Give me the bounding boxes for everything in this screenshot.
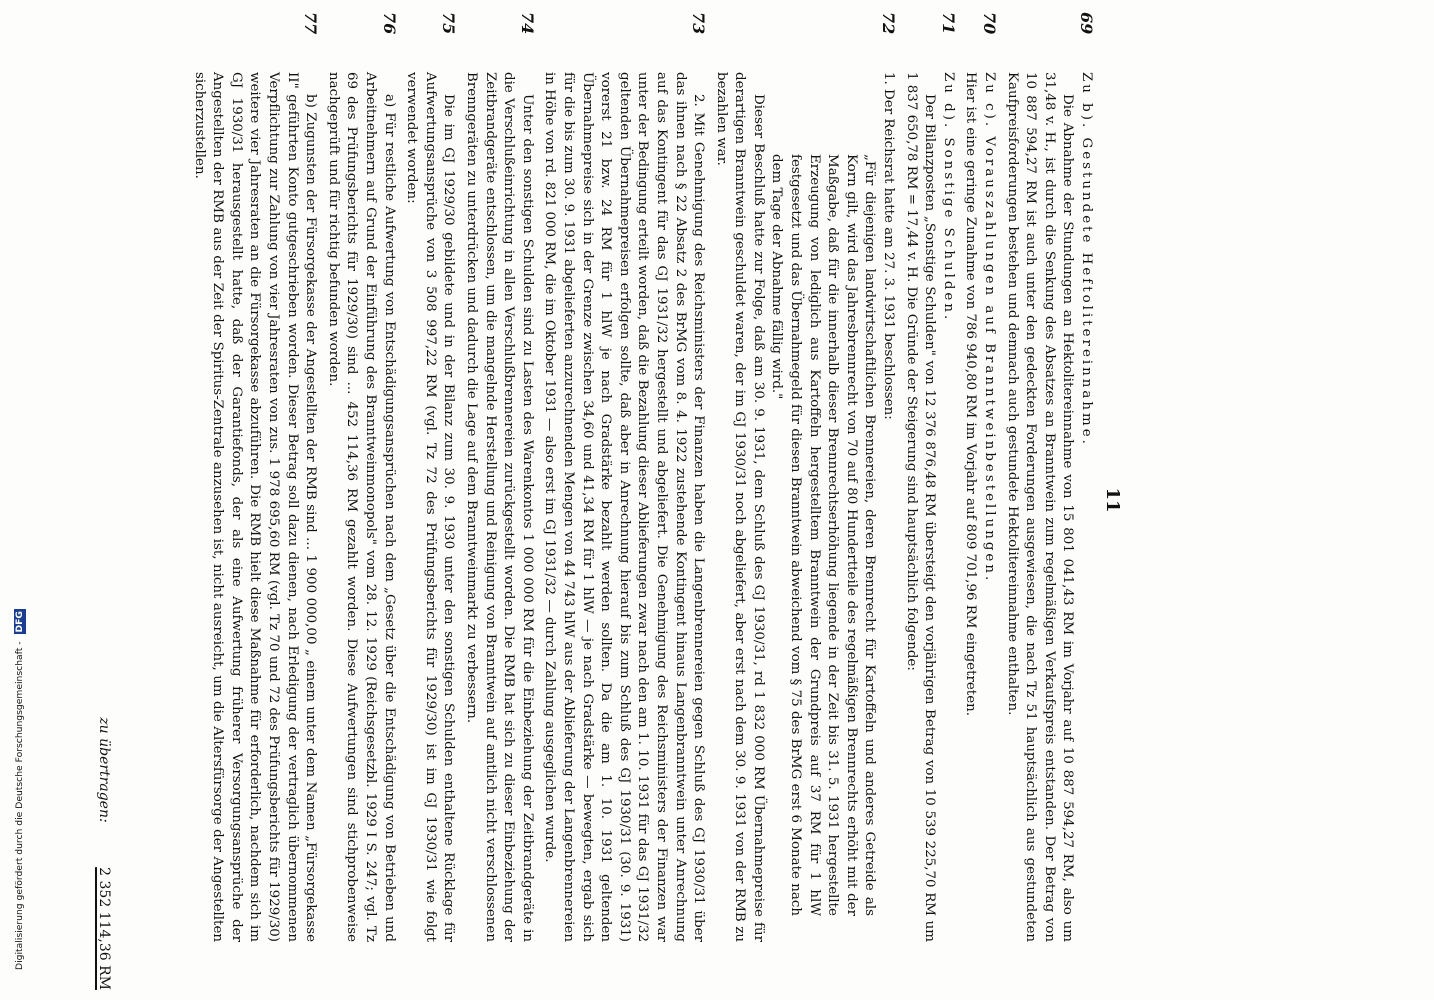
paragraph-text: Der Bilanzposten „Sonstige Schulden" von 12 376 876,48 RM übersteigt den vorjährigen Betrag von 10 539 225,70 RM um 1 837 650,78 RM = 17,44 v. H. Die Gründe der Steigerung sind hauptsächlich folgende: [903, 72, 938, 942]
section-71 [901, 12, 957, 942]
section-heading: Zu c). Vorauszahlungen auf Branntweinbestellungen. [982, 72, 998, 584]
margin-number: 71 [938, 12, 958, 35]
section-heading: Zu b). Gestundete Heftolitereinnahme. [1079, 72, 1094, 447]
margin-number: 70 [980, 12, 1000, 35]
dfg-logo: DFG [14, 611, 25, 633]
margin-number: 74 [517, 12, 537, 35]
page-number: 11 [1102, 487, 1123, 513]
section-72 [711, 12, 897, 942]
carry-forward-value: 2 352 114,36 RM [96, 867, 112, 990]
paragraph-text: Hier ist eine geringe Zunahme von 786 940,80 RM im Vorjahr auf 809 701,96 RM eingetreten. [963, 72, 979, 716]
margin-number: 76 [379, 12, 399, 35]
paragraph-text: Dieser Beschluß hatte zur Folge, daß am 30. 9. 1931, dem Schluß des GJ 1930/31, rd 1 832 000 RM Übernahmepreise für derartigen Branntwein geschuldet waren, der im GJ 1930/31 noch abgeliefert, aber erst nach dem 30. 9. 1931 von der RMB zu bezahlen war. [713, 72, 766, 942]
paragraph-text: 2. Mit Genehmigung des Reichsministers der Finanzen haben die Langenbrennereien gegen Schluß des GJ 1930/31 über das ihnen nach § 22 Absatz 2 des BrMG vom 8. 4. 1922 zustehende Kontingent hinaus Langenbranntwein unter Anrechnung auf das Kontingent für das GJ 1931/32 hergestellt und abgeliefert. Die Genehmigung des Reichsministers der Finanzen war unter der Bedingung erteilt worden, daß die Bezahlung dieser Ablieferungen zwar nach den am 1. 10. 1931 für das GJ 1931/32 geltenden Übernahmepreisen erfolgen sollte, daß aber in Anrechnung hierauf bis zum Schluß des GJ 1930/31 (30. 9. 1931) vorerst 21 bzw. 24 RM für 1 hlW je nach Gradstärke bezahlt werden sollten. Da die am 1. 10. 1931 geltenden Übernahmepreise sich in der Grenze zwischen 34,60 und 41,34 RM für 1 hlW — je nach Gradstärke — bewegten, ergab sich für die bis zum 30. 9. 1931 abgelieferten anzurechnenden Mengen von 44 743 hlW aus der Ablieferung der Langenbrennereien in Höhe von rd. 821 000 RM, die im Oktober 1931 — also erst im GJ 1931/32 — durch Zahlung ausgeglichen wurde. [542, 72, 707, 942]
section-73 [540, 12, 707, 942]
paragraph-text: a) Für restliche Aufwertung von Entschädigungsansprüchen nach dem „Gesetz über die Entschädigung von Betrieben und Arbeitnehmern auf Grund der Einführung des Branntweinmonopols" vom 28. 12. 1929 (Reichsgesetzbl. 1929 I S. 247; vgl. Tz 69 des Prüfungsberichts für 1929/30) sind ... 452 114,36 RM gezahlt worden. Diese Aufwertungen sind stichprobenweise nachgeprüft und für richtig befunden worden. [325, 72, 397, 942]
quoted-resolution: „Für diejenigen landwirtschaftlichen Brennereien, deren Brennrecht für Kartoffeln und anderes Getreide als Korn gilt, wird das Jahresbrennrecht von 70 auf 80 Hundertteile des regelmäßigen Brennrechts erhöht mit der Maßgabe, daß für die innerhalb dieser Brennrechtserhöhung liegende in der Zeit bis 31. 5. 1931 hergestellte Erzeugung von lediglich aus Kartoffeln hergestelltem Branntwein der Grundpreis auf 37 RM für 1 hlW festgesetzt und das Übernahmegeld für diesen Branntwein abweichend vom § 75 des BrMG erst 6 Monate nach dem Tage der Abnahme fällig wird." [769, 154, 878, 916]
section-75 [402, 12, 458, 942]
document-body [185, 12, 1095, 942]
carry-forward-label: zu übertragen: [96, 717, 112, 823]
section-74 [461, 12, 535, 942]
section-70 [961, 12, 998, 942]
margin-number: 77 [301, 12, 321, 35]
paragraph-text: Die im GJ 1929/30 gebildete und in der Bilanz zum 30. 9. 1930 unter den sonstigen Schulden enthaltene Rücklage für Aufwertungsansprüche von 3 508 997,22 RM (vgl. Tz 72 des Prüfungsberichts für 1929/30) ist im GJ 1930/31 wie folgt verwendet worden: [404, 72, 457, 942]
section-76 [323, 12, 397, 942]
paragraph-text: 1. Der Reichsrat hatte am 27. 3. 1931 beschlossen: [881, 72, 897, 420]
paragraph-text: Unter den sonstigen Schulden sind zu Lasten des Warenkontos 1 000 000 RM für die Einbeziehung der Zeitbrandgeräte in die Verschlußeinrichtung in allen Verschlußbrennereien zurückgestellt worden. Die RMB hat sich zu dieser Einbeziehung der Zeitbrandgeräte entschlossen, um die mangelnde Herstellung und Reinigung von Branntwein auf amtlich nicht verschlossenen Brenngeräten zu unterdrücken und dadurch die Lage auf dem Branntweinmarkt zu verbessern. [464, 72, 535, 942]
section-69 [1002, 12, 1095, 942]
margin-number: 69 [1077, 12, 1096, 35]
section-77 [189, 12, 319, 942]
margin-number: 73 [689, 12, 709, 35]
margin-number: 72 [879, 12, 899, 35]
carry-forward [94, 717, 113, 990]
digitization-footer [14, 0, 28, 1000]
margin-number: 75 [439, 12, 459, 35]
section-heading: Zu d). Sonstige Schulden. [940, 72, 956, 323]
paragraph-text: b) Zugunsten der Fürsorgekasse der Angestellten der RMB sind ... 1 900 000,00 „ einem unter dem Namen „Fürsorgekasse II" geführten Konto gutgeschrieben worden. Dieser Betrag soll dazu dienen, nach Erledigung der vertraglich übernommenen Verpflichtung zur Zahlung von vier Jahresraten von zus. 1 978 695,60 RM (vgl. Tz 70 und 72 des Prüfungsberichts für 1929/30) weitere vier Jahresraten an die Fürsorgekasse abzuführen. Die RMB hielt diese Maßnahme für erforderlich, nachdem sich im GJ 1930/31 herausgestellt hatte, daß der Garantiefonds, der als eine Aufwertung früherer Versorgungsansprüche der Angestellten der RMB aus der Zeit der Spiritus-Zentrale anzusehen ist, nicht ausreicht, um die Altersfürsorge der Angestellten sicherzustellen. [191, 72, 319, 942]
paragraph-text: Die Abnahme der Stundungen an Hektolitereinnahme von 15 801 041,43 RM im Vorjahr auf 10 887 594,27 RM, also um 31,48 v. H., ist durch die Senkung des Absatzes an Branntwein zum regelmäßigen Verkaufspreis entstanden. Der Betrag von 10 887 594,27 RM ist auch unter den gedeckten Forderungen ausgewiesen, die nach Tz 51 hauptsächlich aus gestundeten Kaufpreisforderungen bestehen und demnach auch gestundete Hektolitereinnahme enthalten. [1004, 72, 1076, 942]
footer-text: Digitalisierung gefördert durch die Deutsche Forschungsgemeinschaft - [14, 641, 25, 970]
